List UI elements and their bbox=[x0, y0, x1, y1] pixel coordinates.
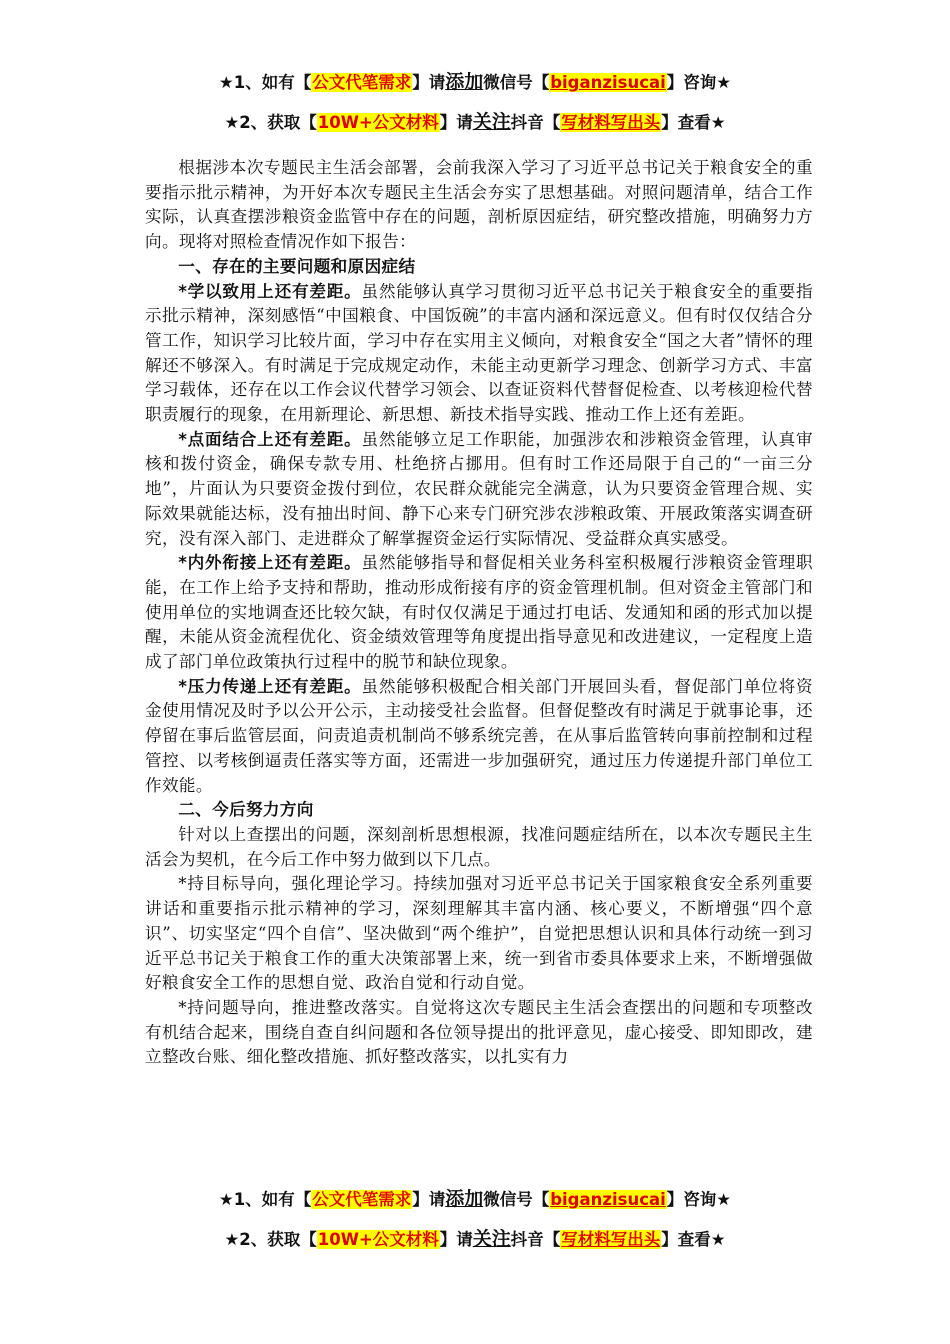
promo-prefix: ★1、如有【 bbox=[218, 73, 312, 92]
paragraph-problem-oriented: *持问题导向，推进整改落实。自觉将这次专题民主生活会查摆出的问题和专项整改有机结合起来，围绕自查自纠问题和各位领导提出的批评意见，虚心接受、即知即改，建立整改台账、细化整改措施、抓好整改落实，以扎实有力 bbox=[145, 997, 813, 1067]
promo-douyin-account[interactable]: 写材料写出头 bbox=[561, 1230, 661, 1249]
promo-line-douyin bbox=[0, 110, 950, 135]
promo-text: 抖音【 bbox=[510, 1230, 561, 1249]
promo-suffix: 】咨询★ bbox=[666, 73, 732, 92]
paragraph-body: 虽然能够立足工作职能，加强涉农和涉粮资金管理，认真审核和拨付资金，确保专款专用、杜绝挤占挪用。但有时工作还局限于自己的“一亩三分地”，片面认为只要资金拨付到位，农民群众就能完全满意，认为只要资金管理合规、实际效果就能达标，没有抽出时间、静下心来专门研究涉农涉粮政策、开展政策落实调查研究，没有深入部门、走进群众了解掌握资金运行实际情况、受益群众真实感受。 bbox=[145, 429, 813, 548]
promo-prefix: ★2、获取【 bbox=[224, 113, 317, 132]
paragraph-coordination-gap bbox=[145, 551, 813, 675]
paragraph-learning-gap bbox=[145, 280, 813, 428]
paragraph-coverage-gap bbox=[145, 428, 813, 552]
promo-text: 】请 bbox=[412, 73, 446, 92]
paragraph-body: 虽然能够积极配合相关部门开展回头看，督促部门单位将资金使用情况及时予以公开公示，主动接受社会监督。但督促整改有时满足于就事论事，还停留在事后监管层面，问责追责机制尚不够系统完善，在从事后监管转向事前控制和过程管控、以考核倒逼责任落实等方面，还需进一步加强研究，通过压力传递提升部门单位工作效能。 bbox=[145, 676, 813, 795]
promo-wechat-id[interactable]: biganzisucai bbox=[550, 1190, 666, 1209]
paragraph-lead: *压力传递上还有差距。 bbox=[178, 676, 362, 696]
promo-line-douyin-footer bbox=[0, 1227, 950, 1252]
promo-prefix: ★1、如有【 bbox=[218, 1190, 312, 1209]
promo-text: 抖音【 bbox=[510, 113, 561, 132]
promo-emphasis-follow: 关注 bbox=[472, 111, 511, 133]
paragraph-lead: *内外衔接上还有差距。 bbox=[178, 553, 362, 573]
promo-emphasis-add: 添加 bbox=[445, 71, 484, 93]
paragraph-goal-oriented: *持目标导向，强化理论学习。持续加强对习近平总书记关于国家粮食安全系列重要讲话和重要指示批示精神的学习，深刻理解其丰富内涵、核心要义，不断增强“四个意识”、切实坚定“四个自信”、坚决做到“两个维护”，自觉把思想认识和具体行动统一到习近平总书记关于粮食工作的重大决策部署上来，统一到省市委具体要求上来，不断增强做好粮食安全工作的思想自觉、政治自觉和行动自觉。 bbox=[145, 874, 813, 993]
promo-emphasis-add: 添加 bbox=[445, 1188, 484, 1210]
promo-line-wechat-footer bbox=[0, 1187, 950, 1212]
paragraph-lead: *学以致用上还有差距。 bbox=[178, 281, 362, 301]
promo-suffix: 】查看★ bbox=[661, 1230, 726, 1249]
promo-emphasis-follow: 关注 bbox=[472, 1228, 511, 1250]
promo-text: 】请 bbox=[412, 1190, 446, 1209]
paragraph-body: 虽然能够认真学习贯彻习近平总书记关于粮食安全的重要指示批示精神，深刻感悟“中国粮食、中国饭碗”的丰富内涵和深远意义。但有时仅仅结合分管工作，知识学习比较片面，学习中存在实用主义倾向，对粮食安全“国之大者”情怀的理解还不够深入。有时满足于完成规定动作，未能主动更新学习理念、创新学习方式、丰富学习载体，还存在以工作会议代替学习领会、以查证资料代替督促检查、以考核迎检代替职责履行的现象，在用新理论、新思想、新技术指导实践、推动工作上还有差距。 bbox=[145, 281, 813, 425]
paragraph-body: 虽然能够指导和督促相关业务科室积极履行涉粮资金管理职能，在工作上给予支持和帮助，推动形成衔接有序的资金管理机制。但对资金主管部门和使用单位的实地调查还比较欠缺，有时仅仅满足于通过打电话、发通知和函的形式加以提醒，未能从资金流程优化、资金绩效管理等角度提出指导意见和改进建议，一定程度上造成了部门单位政策执行过程中的脱节和缺位现象。 bbox=[145, 553, 813, 672]
promo-highlight-ghostwriting: 公文代笔需求 bbox=[312, 73, 412, 92]
promo-highlight-ghostwriting: 公文代笔需求 bbox=[312, 1190, 412, 1209]
section-heading-problems: 一、存在的主要问题和原因症结 bbox=[178, 256, 416, 276]
paragraph-pressure-gap bbox=[145, 675, 813, 799]
promo-wechat-id[interactable]: biganzisucai bbox=[550, 73, 666, 92]
document-body bbox=[145, 156, 813, 1070]
intro-paragraph: 根据涉本次专题民主生活会部署，会前我深入学习了习近平总书记关于粮食安全的重要指示批示精神，为开好本次专题民主生活会夯实了思想基础。对照问题清单，结合工作实际，认真查摆涉粮资金监管中存在的问题，剖析原因症结，研究整改措施，明确努力方向。现将对照检查情况作如下报告： bbox=[145, 158, 813, 252]
promo-text: 】请 bbox=[439, 1230, 473, 1249]
promo-text: 微信号【 bbox=[483, 73, 550, 92]
promo-douyin-account[interactable]: 写材料写出头 bbox=[561, 113, 661, 132]
promo-text: 】请 bbox=[439, 113, 473, 132]
promo-highlight-materials: 10W+公文材料 bbox=[317, 1230, 439, 1249]
promo-text: 微信号【 bbox=[483, 1190, 550, 1209]
promo-suffix: 】咨询★ bbox=[666, 1190, 732, 1209]
promo-highlight-materials: 10W+公文材料 bbox=[317, 113, 439, 132]
promo-line-wechat bbox=[0, 70, 950, 95]
paragraph-lead: *点面结合上还有差距。 bbox=[178, 429, 362, 449]
paragraph-direction-intro: 针对以上查摆出的问题，深刻剖析思想根源，找准问题症结所在，以本次专题民主生活会为契机，在今后工作中努力做到以下几点。 bbox=[145, 824, 813, 869]
promo-prefix: ★2、获取【 bbox=[224, 1230, 317, 1249]
promo-suffix: 】查看★ bbox=[661, 113, 726, 132]
section-heading-direction: 二、今后努力方向 bbox=[178, 800, 314, 820]
